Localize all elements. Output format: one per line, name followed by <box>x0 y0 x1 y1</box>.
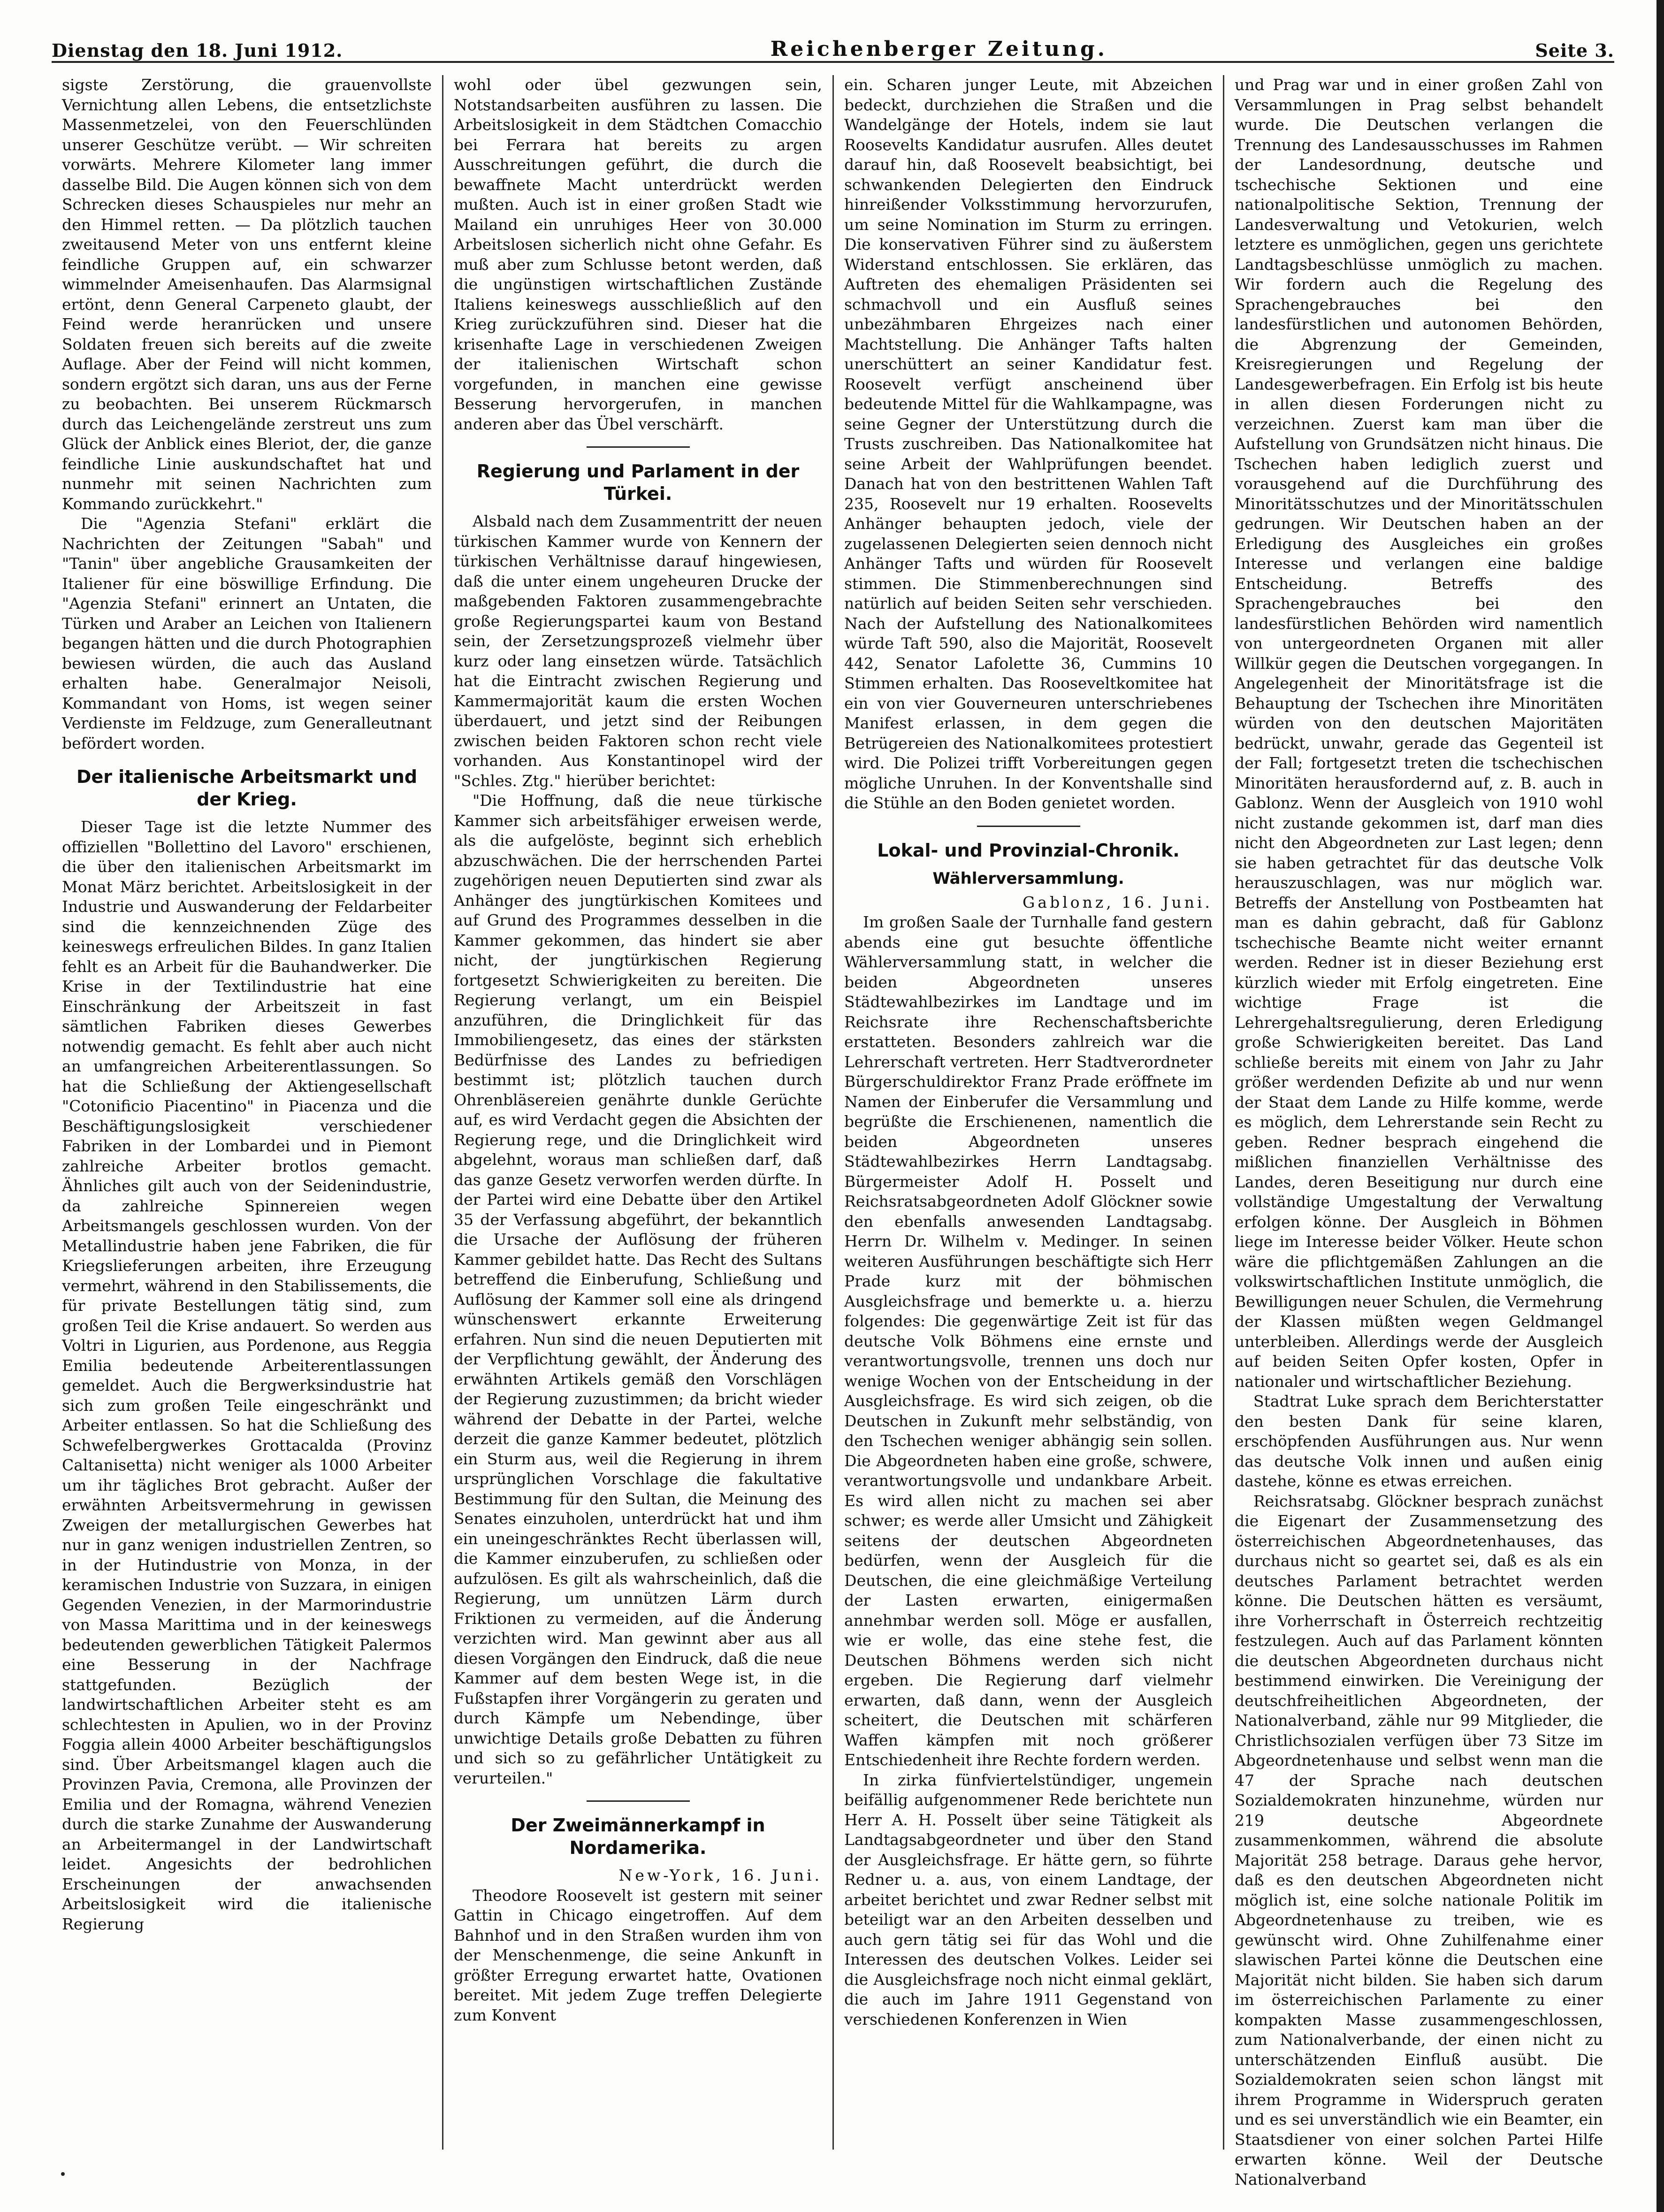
dateline: Gablonz, 16. Juni. <box>1023 893 1213 911</box>
column-1 <box>52 75 442 2150</box>
scan-edge <box>1656 0 1664 2212</box>
paragraph: sigste Zerstörung, die grauenvollste Vernichtung allen Lebens, die entsetzlichste Massenmetzelei, von den Feuerschlünden unserer Geschütze verübt. — Wir schreiten vorwärts. Mehrere Kilometer lang immer dasselbe Bild. Die Augen können sich von dem Schrecken dieses Schauspieles nur mehr an den Himmel retten. — Da plötzlich tauchen zweitausend Meter von uns entfernt kleine feindliche Gruppen auf, ein schwarzer wimmelnder Ameisenhaufen. Das Alarmsignal ertönt, denn General Carpeneto glaubt, der Feind werde heranrücken und unsere Soldaten freuen sich bereits auf die zweite Auflage. Aber der Feind will nicht kommen, sondern ergötzt sich daran, uns aus der Ferne zu beobachten. Bei unserem Rückmarsch durch das Leichengelände zerstreut uns zum Glück der Anblick eines Bleriot, der, die ganze feindliche Linie auskundschaftet hat und nunmehr mit seinen Nachrichten zum Kommando zurückkehrt." <box>62 76 432 513</box>
paragraph: wohl oder übel gezwungen sein, Notstandsarbeiten ausführen zu lassen. Die Arbeitslosigkeit in dem Städtchen Comacchio bei Ferrara hat bereits zu argen Ausschreitungen geführt, die durch die bewaffnete Macht unterdrückt werden mußten. Auch ist in einer großen Stadt wie Mailand ein unruhiges Heer von 30.000 Arbeitslosen sicherlich nicht ohne Gefahr. Es muß aber zum Schlusse betont werden, daß die ungünstigen wirtschaftlichen Zustände Italiens keineswegs ausschließlich auf den Krieg zurückzuführen sind. Dieser hat die krisenhafte Lage in verschiedenen Zweigen der italienischen Wirtschaft schon vorgefunden, in manchen eine gewisse Besserung hervorgerufen, in manchen anderen aber das Übel verschärft. <box>454 76 822 433</box>
paragraph: Alsbald nach dem Zusammentritt der neuen türkischen Kammer wurde von Kennern der türkischen Verhältnisse darauf hingewiesen, daß die unter einem ungeheuren Drucke der maßgebenden Faktoren zusammengebrachte große Regierungspartei kaum von Bestand sein, der Zersetzungsprozeß vielmehr über kurz oder lang einsetzen würde. Tatsächlich hat die Eintracht zwischen Regierung und Kammermajorität kaum die ersten Wochen überdauert, und jetzt sind der Reibungen zwischen beiden Faktoren schon recht viele vorhanden. Aus Konstantinopel wird der "Schles. Ztg." hierüber berichtet: <box>454 512 822 790</box>
article-heading: Wählerversammlung. <box>932 869 1124 888</box>
paragraph: Theodore Roosevelt ist gestern mit seiner Gattin in Chicago eingetroffen. Auf dem Bahnhof und in den Straßen wurden ihm von der Menschenmenge, die seine Ankunft in größter Erregung erwartet hatte, Ovationen bereitet. Mit jedem Zuge treffen Delegierte zum Konvent <box>454 1886 822 2024</box>
section-divider <box>587 446 690 448</box>
scan-dot <box>61 2172 65 2176</box>
issue-date: Dienstag den 18. Juni 1912. <box>52 40 343 61</box>
paragraph: Dieser Tage ist die letzte Nummer des offiziellen "Bollettino del Lavoro" erschienen, die über den italienischen Arbeitsmarkt im Monat März berichtet. Arbeitslosigkeit in der Industrie und Auswanderung der Feldarbeiter sind die kennzeichnenden Züge des keineswegs erfreulichen Bildes. In ganz Italien fehlt es an Arbeit für die Bauhandwerker. Die Krise in der Textilindustrie hat eine Einschränkung der Arbeitszeit in fast sämtlichen Fabriken dieses Gewerbes notwendig gemacht. Es fehlt aber auch nicht an umfangreichen Arbeiterentlassungen. So hat die Schließung der Aktiengesellschaft "Cotonificio Piacentino" in Piacenza und die Beschäftigungslosigkeit verschiedener Fabriken in der Lombardei und in Piemont zahlreiche Arbeiter brotlos gemacht. Ähnliches gilt auch von der Seidenindustrie, da zahlreiche Spinnereien wegen Arbeitsmangels geschlossen wurden. Von der Metallindustrie haben jene Fabriken, die für Kriegslieferungen arbeiten, ihre Erzeugung vermehrt, während in den Stabilissements, die für private Bestellungen tätig sind, zum großen Teil die Krise andauert. So werden aus Voltri in Ligurien, aus Pordenone, aus Reggia Emilia bedeutende Arbeiterentlassungen gemeldet. Auch die Bergwerksindustrie hat sich zum großen Teile eingeschränkt und Arbeiter entlassen. So hat die Schließung des Schwefelbergwerkes Grottacalda (Provinz Caltanisetta) nicht weniger als 1000 Arbeiter um ihr tägliches Brot gebracht. Außer der erwähnten Arbeitsvermehrung in gewissen Zweigen der metallurgischen Gewerbes hat nur in ganz wenigen industriellen Zentren, so in der Hutindustrie von Monza, in der keramischen Industrie von Suzzara, in einigen Gegenden Venezien, in der Marmorindustrie von Massa Marittima und in der keineswegs bedeutenden gewerblichen Tätigkeit Palermos eine Besserung in der Nachfrage stattgefunden. Bezüglich der landwirtschaftlichen Arbeiter steht es am schlechtesten in Apulien, wo in der Provinz Foggia allein 4000 Arbeiter beschäftigungslos sind. Über Arbeitsmangel klagen auch die Provinzen Pavia, Cremona, alle Provinzen der Emilia und der Romagna, während Venezien durch die starke Zunahme der Auswanderung an Arbeitermangel in der Landwirtschaft leidet. Angesichts der bedrohlichen Erscheinungen der anwachsenden Arbeitslosigkeit wird die italienische Regierung <box>62 818 432 1933</box>
article-heading: Regierung und Parlament in der Türkei. <box>476 461 800 504</box>
article-heading: Der Zweimännerkampf in Nordamerika. <box>511 1815 765 1858</box>
dateline: New-York, 16. Juni. <box>618 1866 822 1884</box>
column-2 <box>442 75 832 2150</box>
paragraph: "Die Hoffnung, daß die neue türkische Kammer sich arbeitsfähiger erweisen werde, als die aufgelöste, beginnt sich erheblich abzuschwächen. Die der herrschenden Partei zugehörigen neuen Deputierten sind zwar als Anhänger des jungtürkischen Komitees und auf Grund des Programmes desselben in die Kammer gekommen, das hindert sie aber nicht, der jungtürkischen Regierung fortgesetzt Schwierigkeiten zu bereiten. Die Regierung verlangt, um ein Beispiel anzuführen, die Dringlichkeit für das Immobiliengesetz, das eines der stärksten Bedürfnisse des Landes zu befriedigen bestimmt ist; plötzlich tauchen durch Ohrenbläsereien genährte dunkle Gerüchte auf, es wird Verdacht gegen die Absichten der Regierung rege, und die Dringlichkeit wird abgelehnt, woraus man schließen darf, daß das ganze Gesetz verworfen werden dürfte. In der Partei wird eine Debatte über den Artikel 35 der Verfassung abgeführt, der bekanntlich die Ursache der Auflösung der früheren Kammer gebildet hatte. Das Recht des Sultans betreffend die Einberufung, Schließung und Auflösung der Kammer soll eine als dringend wünschenswert erkannte Erweiterung erfahren. Nun sind die neuen Deputierten mit der Verpflichtung gewählt, der Änderung des erwähnten Artikels gemäß den Vorschlägen der Regierung zuzustimmen; da bricht wieder während der Debatte in der Partei, welche derzeit die ganze Kammer bedeutet, plötzlich ein Sturm aus, weil die Regierung in ihrem ursprünglichen Vorschlage die fakultative Bestimmung für den Sultan, die Meinung des Senates einzuholen, unterdrückt hat und ihm ein uneingeschränktes Recht überlassen will, die Kammer einzuberufen, zu schließen oder aufzulösen. Es gilt als wahrscheinlich, daß die Regierung, um unnützen Lärm durch Friktionen zu vermeiden, auf die Änderung verzichten wird. Man gewinnt aber aus all diesen Vorgängen den Eindruck, daß die neue Kammer auf dem besten Wege ist, in die Fußstapfen ihrer Vorgängerin zu geraten und durch Kämpfe um Nebendinge, über unwichtige Details große Debatten zu führen und sich so zu gefährlicher Untätigkeit zu verurteilen." <box>454 791 822 1787</box>
paragraph: Die "Agenzia Stefani" erklärt die Nachrichten der Zeitungen "Sabah" und "Tanin" über angebliche Grausamkeiten der Italiener für eine böswillige Erfindung. Die "Agenzia Stefani" erinnert an Untaten, die Türken und Araber an Leichen von Italienern begangen hätten und die durch Photographien bewiesen würden, die auch das Ausland erhalten habe. Generalmajor Neisoli, Kommandant von Homs, ist wegen seiner Verdienste im Feldzuge, zum Generalleutnant befördert worden. <box>62 514 432 752</box>
column-4 <box>1223 75 1613 2189</box>
paragraph: ein. Scharen junger Leute, mit Abzeichen bedeckt, durchziehen die Straßen und die Wandelgänge der Hotels, indem sie laut Roosevelts Kandidatur ausrufen. Alles deutet darauf hin, daß Roosevelt beabsichtigt, bei schwankenden Delegierten den Eindruck hinreißender Volksstimmung hervorzurufen, um seine Nomination im Sturm zu erringen. Die konservativen Führer sind zu äußerstem Widerstand entschlossen. Sie erklären, das Auftreten des ehemaligen Präsidenten sei schmachvoll und ein Ausfluß seines unbezähmbaren Ehrgeizes nach einer Machtstellung. Die Anhänger Tafts halten unerschüttert an seiner Kandidatur fest. Roosevelt verfügt anscheinend über bedeutende Mittel für die Wahlkampagne, was seine Gegner der Unterstützung durch die Trusts zuschreiben. Das Nationalkomitee hat seine Arbeit der Wahlprüfungen beendet. Danach hat von den bestrittenen Wahlen Taft 235, Roosevelt nur 19 erhalten. Roosevelts Anhänger behaupten jedoch, viele der zugelassenen Delegierten seien dennoch nicht Anhänger Tafts und würden für Roosevelt stimmen. Die Stimmenberechnungen sind natürlich auf beiden Seiten sehr verschieden. Nach der Aufstellung des Nationalkomitees würde Taft 590, also die Majorität, Roosevelt 442, Senator Lafolette 36, Cummins 10 Stimmen erhalten. Das Rooseveltkomitee hat ein von vier Gouverneuren unterschriebenes Manifest erlassen, in dem gegen die Betrügereien des Nationalkomitees protestiert wird. Die Polizei trifft Vorbereitungen gegen mögliche Unruhen. In der Konventshalle sind die Stühle an den Boden genietet worden. <box>844 76 1213 812</box>
paragraph: Stadtrat Luke sprach dem Berichterstatter den besten Dank für seine klaren, erschöpfenden Ausführungen aus. Nur wenn das deutsche Volk innen und außen einig dastehe, könne es etwas erreichen. <box>1235 1392 1603 1490</box>
paragraph: Reichsratsabg. Glöckner besprach zunächst die Eigenart der Zusammensetzung des österreichischen Abgeordnetenhauses, das durchaus nicht so geartet sei, daß es als ein deutsches Parlament betrachtet werden könne. Die Deutschen hätten es versäumt, ihre Vorherrschaft in Österreich rechtzeitig festzulegen. Auch auf das Parlament könnten die deutschen Abgeordneten durchaus nicht bestimmend einwirken. Die Vereinigung der deutschfreiheitlichen Abgeordneten, der Nationalverband, zähle nur 99 Mitglieder, die Christlichsozialen verfügen über 73 Sitze im Abgeordnetenhause und selbst wenn man die 47 der Sprache nach deutschen Sozialdemokraten hinzunehme, würden nur 219 deutsche Abgeordnete zusammenkommen, während die absolute Majorität 258 betrage. Daraus gehe hervor, daß es den deutschen Abgeordneten nicht möglich ist, eine solche nationale Politik im Abgeordnetenhause zu treiben, wie es gewünscht wird. Ohne Zuhilfenahme einer slawischen Partei könne die Deutschen eine Majorität nicht bilden. Sie haben sich darum im österreichischen Parlamente zu einer kompakten Masse zusammengeschlossen, zum Nationalverbande, der einen nicht zu unterschätzenden Einfluß ausübt. Die Sozialdemokraten seien schon längst mit ihrem Programme in Widerspruch geraten und es sei unverständlich wie ein Beamter, ein Staatsdiener von einer solchen Partei Hilfe erwarten könne. Weil der Deutsche Nationalverband <box>1235 1492 1603 2189</box>
section-divider <box>587 1800 690 1802</box>
article-columns <box>52 75 1614 2189</box>
masthead: Reichenberger Zeitung. <box>770 37 1108 61</box>
article-heading: Der italienische Arbeitsmarkt und der Krieg. <box>76 766 418 810</box>
paragraph: In zirka fünfviertelstündiger, ungemein beifällig aufgenommener Rede berichtete nun Herr A. H. Posselt über seine Tätigkeit als Landtagsabgeordneter und über den Stand der Ausgleichsfrage. Er hätte gern, so führte Redner u. a. aus, von einem Landtage, der arbeitet berichtet und zwar Redner selbst mit beteiligt war an den Arbeiten desselben und auch gern tätig sei für das Wohl und die Interessen des deutschen Volkes. Leider sei die Ausgleichsfrage noch nicht einmal geklärt, die auch im Jahre 1911 Gegenstand von verschiedenen Konferenzen in Wien <box>844 1770 1213 2028</box>
page-header <box>52 28 1614 63</box>
paragraph: Im großen Saale der Turnhalle fand gestern abends eine gut besuchte öffentliche Wählerversammlung statt, in welcher die beiden Abgeordneten unseres Städtewahlbezirkes im Landtage und im Reichsrate ihre Rechenschaftsberichte erstatteten. Besonders zahlreich war die Lehrerschaft vertreten. Herr Stadtverordneter Bürgerschuldirektor Franz Prade eröffnete im Namen der Einberufer die Versammlung und begrüßte die Erschienenen, namentlich die beiden Abgeordneten unseres Städtewahlbezirkes Herrn Landtagsabg. Bürgermeister Adolf H. Posselt und Reichsratsabgeordneten Adolf Glöckner sowie den ebenfalls anwesenden Landtagsabg. Herrn Dr. Wilhelm v. Medinger. In seinen weiteren Ausführungen beschäftigte sich Herr Prade kurz mit der böhmischen Ausgleichsfrage und bemerkte u. a. hierzu folgendes: Die gegenwärtige Zeit ist für das deutsche Volk Böhmens eine ernste und verantwortungsvolle, trennen uns doch nur wenige Wochen von der Entscheidung in der Ausgleichsfrage. Es wird sich zeigen, ob die Deutschen in Zukunft mehr selbständig, von den Tschechen weniger abhängig sein sollen. Die Abgeordneten haben eine große, schwere, verantwortungsvolle und undankbare Arbeit. Es wird allen nicht zu machen sei aber schwer; es werde aller Umsicht und Zähigkeit seitens der deutschen Abgeordneten bedürfen, wenn der Ausgleich für die Deutschen, die eine gleichmäßige Verteilung der Lasten erwarten, einigermaßen annehmbar werden soll. Möge er ausfallen, wie er wolle, das eine stehe fest, die Deutschen Böhmens werden sich nicht ergeben. Die Regierung darf vielmehr erwarten, daß dann, wenn der Ausgleich scheitert, die Deutschen mit schärferen Waffen kämpfen mit noch größerer Entschiedenheit ihre Rechte fordern werden. <box>844 913 1213 1769</box>
section-divider <box>977 826 1080 827</box>
column-3 <box>832 75 1223 2150</box>
page-number: Seite 3. <box>1535 40 1614 61</box>
section-heading: Lokal- und Provinzial-Chronik. <box>877 840 1180 861</box>
paragraph: und Prag war und in einer großen Zahl von Versammlungen in Prag selbst behandelt wurde. Die Deutschen verlangen die Trennung des Landesausschusses im Rahmen der Landesordnung, deutsche und tschechische Sektionen und eine nationalpolitische Sektion, Trennung der Landesverwaltung und Vetokurien, welch letztere es unmöglichen, gegen uns gerichtete Landtagsbeschlüsse unmöglich zu machen. Wir fordern auch die Regelung des Sprachengebrauches bei den landesfürstlichen und autonomen Behörden, die Abgrenzung der Gemeinden, Kreisregierungen und Regelung der Landesgewerbefragen. Ein Erfolg ist bis heute in allen diesen Forderungen nicht zu verzeichnen. Zuerst kam man über die Aufstellung von Grundsätzen nicht hinaus. Die Tschechen haben lediglich zuerst und vorausgehend auf die Durchführung des Minoritätsschutzes und der Minoritätsschulen gedrungen. Wir Deutschen haben an der Erledigung des Ausgleiches ein großes Interesse und verlangen eine baldige Entscheidung. Betreffs des Sprachengebrauches bei den landesfürstlichen Behörden wird namentlich von untergeordneten Organen mit aller Willkür gegen die Deutschen vorgegangen. In Angelegenheit der Minoritätsfrage ist die Behauptung der Tschechen ihre Minoritäten würden von den deutschen Majoritäten bedrückt, unwahr, gerade das Gegenteil ist der Fall; fortgesetzt treten die tschechischen Minoritäten herausfordernd auf, z. B. auch in Gablonz. Wenn der Ausgleich von 1910 wohl nicht zustande gekommen ist, darf man dies nicht den Abgeordneten zur Last legen; denn sie haben getrachtet für das deutsche Volk herauszuschlagen, was nur möglich war. Betreffs der Anstellung von Postbeamten hat man es dahin gebracht, daß für Gablonz tschechische Beamte nicht weiter ernannt werden. Redner ist in dieser Beziehung erst kürzlich wieder mit Erfolg eingetreten. Eine wichtige Frage ist die Lehrergehaltsregulierung, deren Erledigung große Schwierigkeiten bereitet. Das Land schließe bereits mit einem von Jahr zu Jahr größer werdenden Defizite ab und nur wenn der Staat dem Lande zu Hilfe komme, werde es möglich, dem Lehrerstande sein Recht zu geben. Redner besprach eingehend die mißlichen finanziellen Verhältnisse des Landes, deren Beseitigung nur durch eine vollständige Umgestaltung der Verwaltung erfolgen könne. Der Ausgleich in Böhmen liege im Interesse beider Völker. Heute schon wäre die pflichtgemäßen Zahlungen an die volkswirtschaftlichen Institute unmöglich, die Bewilligungen neuer Schulen, die Vermehrung der Klassen müßten wegen Geldmangel unterbleiben. Allerdings werde der Ausgleich auf beiden Seiten Opfer kosten, Opfer in nationaler und wirtschaftlicher Beziehung. <box>1235 76 1603 1391</box>
